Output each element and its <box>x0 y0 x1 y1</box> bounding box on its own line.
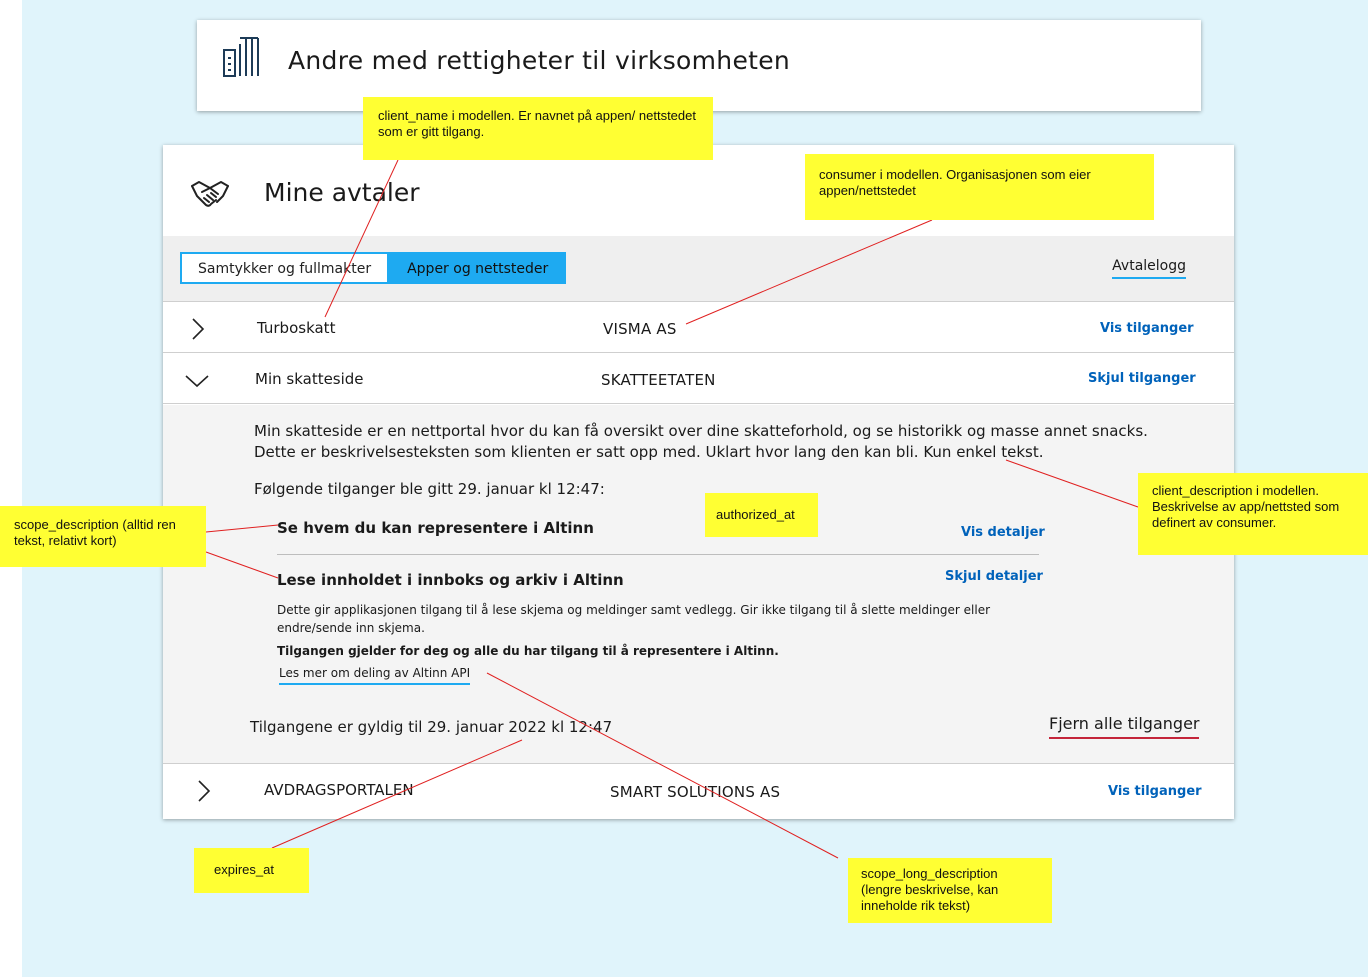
top-card-title: Andre med rettigheter til virksomheten <box>288 46 791 75</box>
remove-all-button[interactable]: Fjern alle tilganger <box>1049 714 1199 739</box>
vis-tilganger-button[interactable]: Vis tilganger <box>1100 321 1194 336</box>
client-name: Min skatteside <box>255 370 364 388</box>
read-more-link[interactable]: Les mer om deling av Altinn API <box>279 666 470 685</box>
annotation-consumer: consumer i modellen. Organisasjonen som eier appen/nettstedet <box>805 154 1154 220</box>
annotation-authorized-at: authorized_at <box>705 493 818 537</box>
consumer-name: SKATTEETATEN <box>601 371 716 389</box>
vis-tilganger-button[interactable]: Vis tilganger <box>1108 784 1202 799</box>
skjul-tilganger-button[interactable]: Skjul tilganger <box>1088 371 1196 386</box>
expires-at-text: Tilgangene er gyldig til 29. januar 2022 kl 12:47 <box>250 718 613 736</box>
scope-long-description: Dette gir applikasjonen tilgang til å lese skjema og meldinger samt vedlegg. Gir ikke tilgang til å slette meldinger eller endre/sende inn skjema. <box>277 603 991 635</box>
skjul-detaljer-button[interactable]: Skjul detaljer <box>945 569 1043 584</box>
annotation-scope-description: scope_description (alltid ren tekst, relativt kort) <box>0 506 206 567</box>
description-line: Dette er beskrivelsesteksten som klienten er satt opp med. Uklart hvor lang den kan bli. Kun enkel tekst. <box>254 443 1044 461</box>
vis-detaljer-button[interactable]: Vis detaljer <box>961 525 1045 540</box>
annotation-scope-long-description: scope_long_description (lengre beskrivelse, kan inneholde rik tekst) <box>848 858 1052 923</box>
consumer-name: SMART SOLUTIONS AS <box>610 783 781 801</box>
scope-title: Lese innholdet i innboks og arkiv i Altinn <box>277 571 624 589</box>
client-name: AVDRAGSPORTALEN <box>264 781 414 799</box>
page-title: Mine avtaler <box>264 178 420 207</box>
tab-samtykker-og-fullmakter[interactable]: Samtykker og fullmakter <box>180 252 389 284</box>
annotation-client-description: client_description i modellen. Beskrivelse av app/nettsted som definert av consumer. <box>1138 473 1368 555</box>
scope-title: Se hvem du kan representere i Altinn <box>277 519 594 537</box>
description-line: Min skatteside er en nettportal hvor du kan få oversikt over dine skatteforhold, og se historikk og masse annet snacks. <box>254 422 1148 440</box>
consumer-name: VISMA AS <box>603 320 677 338</box>
authorized-at-text: Følgende tilganger ble gitt 29. januar kl 12:47: <box>254 480 605 498</box>
client-name: Turboskatt <box>257 319 336 337</box>
annotation-client-name: client_name i modellen. Er navnet på appen/ nettstedet som er gitt tilgang. <box>363 97 713 160</box>
scope-long-description-bold: Tilgangen gjelder for deg og alle du har tilgang til å representere i Altinn. <box>277 644 779 658</box>
tab-apper-og-nettsteder[interactable]: Apper og nettsteder <box>389 252 566 284</box>
avtalelogg-link[interactable]: Avtalelogg <box>1112 258 1186 279</box>
annotation-expires-at: expires_at <box>194 848 309 893</box>
